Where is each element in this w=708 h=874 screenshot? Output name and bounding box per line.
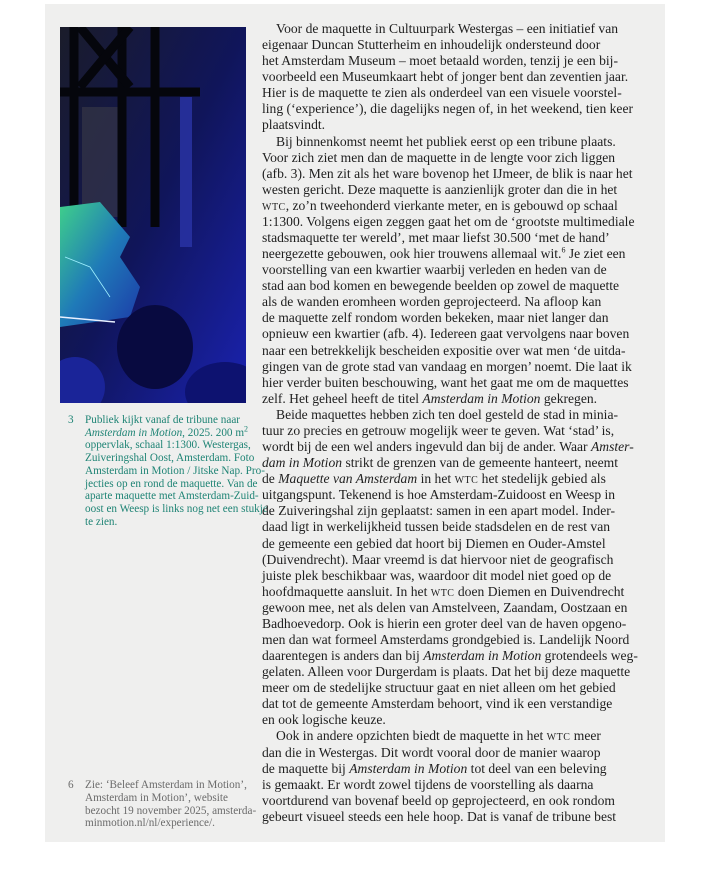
text-span: opnieuw een kwartier (afb. 4). Iedereen gaat vervolgens naar boven (262, 326, 630, 342)
text-span: strikt de grenzen van de gemeente hanteert, neemt (342, 455, 618, 471)
body-line (262, 664, 652, 680)
body-line (262, 423, 652, 439)
body-line (262, 536, 652, 552)
text-span: de Zuiveringshal zijn geplaatst: samen in een apart model. Inder- (262, 503, 616, 519)
footnote (68, 779, 257, 830)
body-line (262, 809, 652, 825)
figure-caption (68, 414, 268, 528)
footnote-line (68, 792, 250, 805)
text-span: Badhoevedorp. Ook is hierin een groter deel van de haven opgeno- (262, 615, 627, 631)
body-line (262, 632, 652, 648)
text-span: gingen van de grote stad van vandaag en morgen’ noemt. Die laat ik (262, 358, 632, 374)
footnote-line (68, 804, 257, 818)
text-span: juiste plek beschikbaar was, waardoor dit model niet goed op de (262, 567, 612, 583)
text-span: als de wanden eromheen worden geprojecteerd. Na afloop kan (262, 294, 602, 310)
text-span: stad aan bod komen en bewegende beelden op zowel de maquette (262, 278, 620, 294)
text-span: de (262, 471, 279, 487)
photo-maquette (60, 27, 246, 403)
italic-text: Amsterdam in Motion (349, 760, 468, 776)
text-span: Je ziet een (565, 246, 626, 262)
body-line (262, 37, 652, 53)
italic-text: Amsterdam in Motion (423, 648, 542, 664)
text-span: 1:1300. Volgens eigen zeggen gaat het om de ‘grootste multimediale (262, 213, 635, 229)
superscript: 2 (244, 423, 249, 433)
body-line (262, 214, 652, 230)
text-span: men dan wat formeel Amsterdams grondgebied is. Landelijk Noord (262, 631, 630, 647)
text-span: bezocht 19 november 2025, amsterda- (85, 804, 257, 817)
italic-text: Amsterdam in Motion (422, 390, 541, 406)
text-span: stadsmaquette ter wereld’, met maar liefst 30.500 ‘met de hand’ (262, 230, 610, 246)
text-span: neergezette gebouwen, ook hier trouwens allemaal wit. (262, 246, 562, 262)
text-span: (Duivendrecht). Maar vreemd is dat hiervoor niet de geografisch (262, 551, 614, 567)
text-span: en ook logische keuze. (262, 712, 386, 728)
text-span: voorstelling van een kwartier waarbij verleden en heden van de (262, 262, 607, 278)
caption-line (68, 423, 250, 440)
footnote-line (68, 817, 250, 830)
text-span: oppervlak, schaal 1:1300. Westergas, (85, 439, 251, 452)
italic-text: Maquette van Amsterdam (278, 471, 418, 487)
body-line (262, 777, 652, 793)
text-span: in het (417, 471, 455, 487)
text-span: oost en Weesp is links nog net een stukje (85, 502, 268, 515)
text-span: meer om de stedelijke structuur gaat en niet alleen om het gebied (262, 680, 616, 696)
body-line (262, 294, 652, 310)
body-line (262, 600, 652, 616)
caption-line (68, 464, 265, 478)
text-span: gewoon mee, net als delen van Amstelveen, Zaandam, Oostzaan en (262, 599, 628, 615)
body-line (262, 182, 652, 198)
text-span: meer (570, 728, 601, 744)
text-span: het stedelijk gebied als (478, 471, 606, 487)
body-line (262, 519, 652, 535)
text-span: wtc (430, 583, 455, 599)
text-span: de maquette zelf rondom worden bekeken, maar niet langer dan (262, 310, 609, 326)
text-span: naar een betrekkelijk bescheiden expositie over wat men ‘de uitda- (262, 342, 626, 358)
body-line (262, 326, 652, 342)
text-span: uitgangspunt. Tekenend is hoe Amsterdam-Zuidoost en Weesp in (262, 487, 616, 503)
text-span: (afb. 3). Men zit als het ware bovenop het IJmeer, de blik is naar het (262, 165, 633, 181)
body-line (262, 793, 652, 809)
caption-number: 3 (68, 414, 74, 426)
text-span: , zo’n tweehonderd vierkante meter, en is gebouwd op schaal (285, 197, 618, 213)
body-line (262, 745, 652, 761)
italic-text: dam in Motion (262, 455, 343, 471)
body-line (262, 278, 652, 294)
text-span: plaatsvindt. (262, 117, 326, 133)
body-line (262, 166, 652, 182)
caption-line (68, 414, 250, 427)
text-span: ling (‘experience’), die dagelijks negen of, in het weekend, tien keer (262, 101, 634, 117)
body-line (262, 471, 652, 487)
text-span: , 2025. 200 m (182, 426, 245, 439)
body-line (262, 246, 652, 262)
body-line (262, 198, 652, 214)
body-line (262, 85, 652, 101)
text-span: Hier is de maquette te zien als onderdeel van een visuele voorstel- (262, 85, 622, 101)
body-line (262, 648, 652, 664)
text-span: wordt bij de een wel anders ingevuld dan bij de ander. Waar (262, 439, 591, 455)
body-line (262, 487, 652, 503)
body-line (262, 391, 652, 407)
text-span: gebeurt visueel steeds een hele hoop. Dat is vanaf de tribune best (262, 808, 617, 824)
body-line (262, 359, 652, 375)
text-span: Bij binnenkomst neemt het publiek eerst op een tribune plaats. (276, 133, 616, 149)
superscript: 6 (561, 245, 566, 255)
text-span: wtc (262, 197, 286, 213)
text-span: grotendeels weg- (541, 648, 638, 664)
text-span: Voor de maquette in Cultuurpark Westergas – een initiatief van (276, 21, 619, 36)
text-span: Zuiveringshal Oost, Amsterdam. Foto (85, 452, 255, 465)
text-span: gekregen. (540, 390, 598, 406)
text-span: wtc (546, 728, 571, 744)
body-line (262, 696, 652, 712)
text-span: westen gericht. Deze maquette is aanzienlijk groter dan die in het (262, 181, 618, 197)
body-text (262, 21, 652, 825)
body-line (262, 616, 652, 632)
text-span: Ook in andere opzichten biedt de maquette in het (276, 728, 547, 744)
text-span: de gemeente een gebied dat hoort bij Diemen en Ouder-Amstel (262, 535, 606, 551)
text-span: dan die in Westergas. Dit wordt vooral door de manier waarop (262, 744, 601, 760)
body-line (262, 552, 652, 568)
caption-line (68, 452, 255, 465)
body-line (262, 584, 652, 600)
footnote-line (68, 779, 250, 792)
text-span: Beide maquettes hebben zich ten doel gesteld de stad in minia- (276, 406, 619, 422)
text-span: de maquette bij (262, 760, 350, 776)
text-span: Amsterdam in Motion’, website (85, 791, 228, 804)
text-span: minmotion.nl/nl/experience/. (85, 817, 215, 830)
italic-text: Amsterdam in Motion (85, 426, 183, 439)
body-line (262, 568, 652, 584)
body-line (262, 680, 652, 696)
body-line (262, 407, 652, 423)
caption-line (68, 490, 259, 503)
text-span: te zien. (85, 515, 118, 528)
text-span: Amsterdam in Motion / Jitske Nap. Pro- (85, 464, 265, 477)
text-span: tot deel van een beleving (467, 760, 607, 776)
body-line (262, 134, 652, 150)
text-span: jecties op en rond de maquette. Van de (85, 477, 258, 490)
text-span: daarentegen is anders dan bij (262, 648, 424, 664)
text-span: hoofdmaquette aansluit. In het (262, 583, 431, 599)
body-line (262, 117, 652, 133)
body-line (262, 101, 652, 117)
text-span: voortdurend van bovenaf beeld op geprojecteerd, en ook rondom (262, 792, 615, 808)
body-line (262, 728, 652, 744)
text-span: eigenaar Duncan Stutterheim en inhoudelijk ondersteund door (262, 37, 601, 53)
footnote-number: 6 (68, 779, 74, 791)
text-span: voorbeeld een Museumkaart hebt of jonger bent dan zeventien jaar. (262, 69, 629, 85)
body-line (262, 310, 652, 326)
text-span: zelf. Het geheel heeft de titel (262, 390, 423, 406)
text-span: hier verder buiten beschouwing, want het gaat me om de maquettes (262, 374, 629, 390)
text-span: tuur zo precies en getrouw mogelijk weer te geven. Wat ‘stad’ is, (262, 422, 615, 438)
text-span: aparte maquette met Amsterdam-Zuid- (85, 490, 259, 503)
text-span: wtc (454, 471, 479, 487)
body-line (262, 69, 652, 85)
text-span: dat tot de gemeente Amsterdam behoort, vind ik een verstandige (262, 696, 613, 712)
body-line (262, 53, 652, 69)
italic-text: Amster- (590, 439, 634, 455)
body-line (262, 375, 652, 391)
text-span: Zie: ‘Beleef Amsterdam in Motion’, (85, 779, 247, 791)
text-span: gelaten. Alleen voor Durgerdam is plaats. Dat het bij deze maquette (262, 664, 631, 680)
text-span: Voor zich ziet men dan de maquette in de lengte voor zich liggen (262, 149, 616, 165)
body-line (262, 262, 652, 278)
text-span: doen Diemen en Duivendrecht (454, 583, 625, 599)
caption-line (68, 439, 250, 452)
body-line (262, 150, 652, 166)
body-line (262, 343, 652, 359)
text-span: is gemaakt. Er wordt zowel tijdens de voorstelling als daarna (262, 776, 594, 792)
body-line (262, 503, 652, 519)
body-line (262, 21, 652, 37)
body-line (262, 761, 652, 777)
body-line (262, 230, 652, 246)
body-line (262, 712, 652, 728)
body-line (262, 455, 652, 471)
text-span: daad ligt in werkelijkheid tussen beide stadsdelen en de rest van (262, 519, 611, 535)
body-line (262, 439, 652, 455)
caption-line (68, 502, 268, 516)
text-span: het Amsterdam Museum – moet betaald worden, tenzij je een bij- (262, 53, 618, 69)
caption-line (68, 477, 258, 491)
text-span: Publiek kijkt vanaf de tribune naar (85, 414, 241, 426)
caption-line (68, 516, 250, 529)
